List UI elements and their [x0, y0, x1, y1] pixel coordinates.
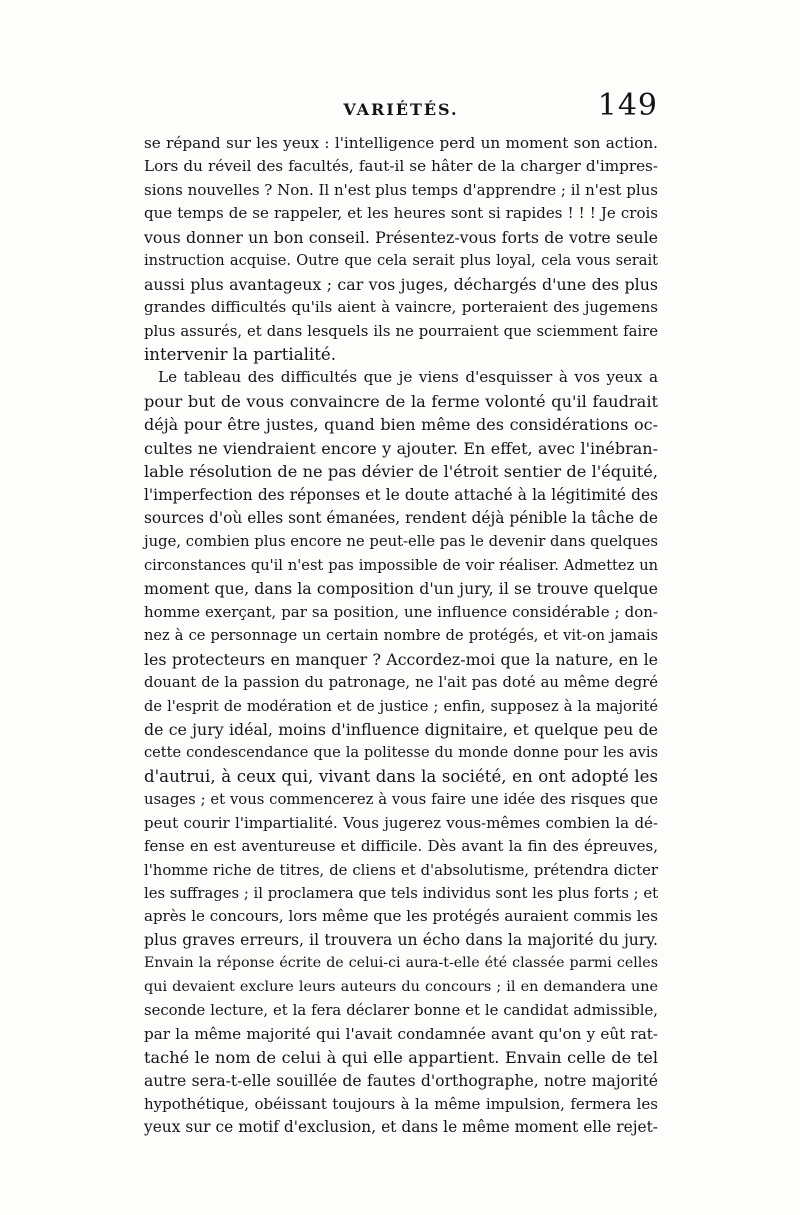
text-line: par la même majorité qui l'avait condamnée avant qu'on y eût rat-: [144, 1024, 658, 1043]
text-line: après le concours, lors même que les protégés auraient commis les: [144, 907, 658, 926]
text-line: plus graves erreurs, il trouvera un écho dans la majorité du jury.: [144, 930, 658, 949]
text-line: grandes difficultés qu'ils aient à vaincre, porteraient des jugemens: [144, 298, 658, 317]
text-line: douant de la passion du patronage, ne l'ait pas doté au même degré: [144, 674, 658, 692]
text-line: sions nouvelles ? Non. Il n'est plus temps d'apprendre ; il n'est plus: [144, 180, 658, 199]
text-line: de l'esprit de modération et de justice ; enfin, supposez à la majorité: [144, 697, 658, 715]
text-line: intervenir la partialité.: [144, 344, 336, 364]
text-line: cette condescendance que la politesse du monde donne pour les avis: [144, 744, 658, 762]
text-line: sources d'où elles sont émanées, rendent déjà pénible la tâche de: [144, 509, 658, 527]
text-line: usages ; et vous commencerez à vous faire une idée des risques que: [144, 791, 658, 809]
running-head: VARIÉTÉS.: [343, 100, 459, 119]
text-line: les suffrages ; il proclamera que tels individus sont les plus forts ; et: [144, 885, 659, 902]
text-line: homme exerçant, par sa position, une influence considérable ; don-: [144, 602, 658, 621]
text-line: lable résolution de ne pas dévier de l'étroit sentier de l'équité,: [144, 462, 658, 482]
text-line: fense en est aventureuse et difficile. Dès avant la fin des épreuves,: [144, 837, 658, 856]
text-line: qui devaient exclure leurs auteurs du concours ; il en demandera une: [144, 978, 658, 995]
text-line: se répand sur les yeux : l'intelligence perd un moment son action.: [144, 134, 658, 152]
paragraph-start-line: Le tableau des difficultés que je viens d'esquisser à vos yeux a: [158, 368, 658, 387]
text-line: circonstances qu'il n'est pas impossible de voir réaliser. Admettez un: [144, 556, 658, 574]
text-line: les protecteurs en manquer ? Accordez-moi que la nature, en le: [144, 649, 658, 669]
page-number: 149: [597, 88, 658, 123]
text-line: d'autrui, à ceux qui, vivant dans la société, en ont adopté les: [144, 766, 658, 786]
text-line: cultes ne viendraient encore y ajouter. En effet, avec l'inébran-: [144, 438, 658, 458]
text-line: pour but de vous convaincre de la ferme volonté qu'il faudrait: [144, 391, 658, 411]
text-line: que temps de se rappeler, et les heures sont si rapides ! ! ! Je crois: [144, 204, 658, 223]
text-line: de ce jury idéal, moins d'influence dignitaire, et quelque peu de: [144, 719, 658, 739]
body-text: [144, 132, 658, 1140]
text-line: Envain la réponse écrite de celui-ci aura-t-elle été classée parmi celles: [144, 955, 658, 972]
text-line: yeux sur ce motif d'exclusion, et dans le même moment elle rejet-: [144, 1118, 658, 1137]
text-line: peut courir l'impartialité. Vous jugerez vous-mêmes combien la dé-: [144, 813, 658, 832]
text-line: juge, combien plus encore ne peut-elle pas le devenir dans quelques: [144, 533, 658, 551]
text-line: Lors du réveil des facultés, faut-il se hâter de la charger d'impres-: [144, 157, 658, 176]
text-line: l'imperfection des réponses et le doute attaché à la légitimité des: [144, 485, 658, 504]
text-line: l'homme riche de titres, de cliens et d'absolutisme, prétendra dicter: [144, 861, 658, 879]
text-line: autre sera-t-elle souillée de fautes d'orthographe, notre majorité: [144, 1071, 658, 1090]
text-line: déjà pour être justes, quand bien même des considérations oc-: [144, 415, 658, 435]
text-line: moment que, dans la composition d'un jury, il se trouve quelque: [144, 579, 658, 599]
text-line: taché le nom de celui à qui elle appartient. Envain celle de tel: [144, 1048, 658, 1068]
text-line: aussi plus avantageux ; car vos juges, déchargés d'une des plus: [144, 274, 658, 294]
text-line: vous donner un bon conseil. Présentez-vous forts de votre seule: [144, 227, 658, 247]
text-line: seconde lecture, et la fera déclarer bonne et le candidat admissible,: [144, 1002, 658, 1020]
page-header: [144, 88, 658, 128]
text-line: nez à ce personnage un certain nombre de protégés, et vit-on jamais: [144, 627, 658, 645]
text-line: instruction acquise. Outre que cela serait plus loyal, cela vous serait: [144, 252, 658, 270]
text-line: plus assurés, et dans lesquels ils ne pourraient que sciemment faire: [144, 322, 658, 340]
text-line: hypothétique, obéissant toujours à la même impulsion, fermera les: [144, 1094, 658, 1113]
